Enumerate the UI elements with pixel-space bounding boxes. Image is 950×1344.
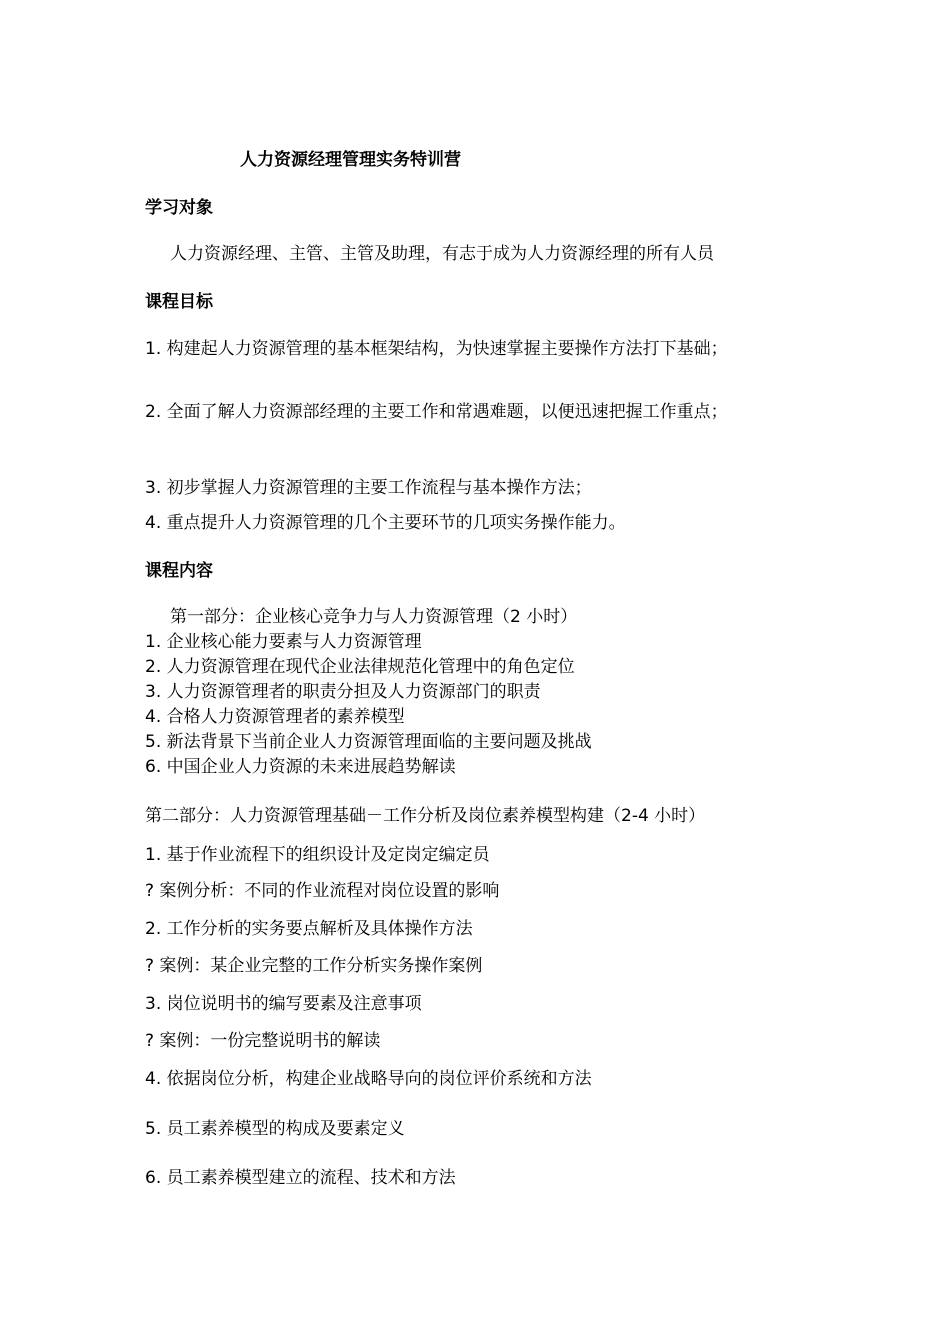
part2-case: ? 案例：一份完整说明书的解读 [145,1031,381,1051]
goal-item: 4. 重点提升人力资源管理的几个主要环节的几项实务操作能力。 [145,513,626,533]
part2-item: 6. 员工素养模型建立的流程、技术和方法 [145,1168,456,1188]
part1-item: 2. 人力资源管理在现代企业法律规范化管理中的角色定位 [145,657,575,677]
part1-title: 第一部分：企业核心竞争力与人力资源管理（2 小时） [170,607,578,627]
audience-heading: 学习对象 [145,198,213,218]
part2-title: 第二部分：人力资源管理基础－工作分析及岗位素养模型构建（2-4 小时） [145,806,706,826]
part2-item: 4. 依据岗位分析，构建企业战略导向的岗位评价系统和方法 [145,1069,592,1089]
goal-item: 2. 全面了解人力资源部经理的主要工作和常遇难题，以便迅速把握工作重点； [145,402,728,422]
document-title: 人力资源经理管理实务特训营 [240,150,461,170]
audience-text: 人力资源经理、主管、主管及助理，有志于成为人力资源经理的所有人员 [170,244,714,264]
goals-heading: 课程目标 [145,292,213,312]
part1-item: 1. 企业核心能力要素与人力资源管理 [145,632,422,652]
part1-item: 5. 新法背景下当前企业人力资源管理面临的主要问题及挑战 [145,732,592,752]
goal-item: 1. 构建起人力资源管理的基本框架结构，为快速掌握主要操作方法打下基础； [145,339,728,359]
part1-item: 4. 合格人力资源管理者的素养模型 [145,707,405,727]
part1-item: 3. 人力资源管理者的职责分担及人力资源部门的职责 [145,682,541,702]
part1-item: 6. 中国企业人力资源的未来进展趋势解读 [145,757,456,777]
part2-item: 1. 基于作业流程下的组织设计及定岗定编定员 [145,845,490,865]
part2-case: ? 案例：某企业完整的工作分析实务操作案例 [145,956,483,976]
part2-item: 3. 岗位说明书的编写要素及注意事项 [145,994,422,1014]
content-heading: 课程内容 [145,561,213,581]
part2-case: ? 案例分析：不同的作业流程对岗位设置的影响 [145,881,500,901]
part2-item: 2. 工作分析的实务要点解析及具体操作方法 [145,919,473,939]
part2-item: 5. 员工素养模型的构成及要素定义 [145,1119,405,1139]
goal-item: 3. 初步掌握人力资源管理的主要工作流程与基本操作方法； [145,478,592,498]
